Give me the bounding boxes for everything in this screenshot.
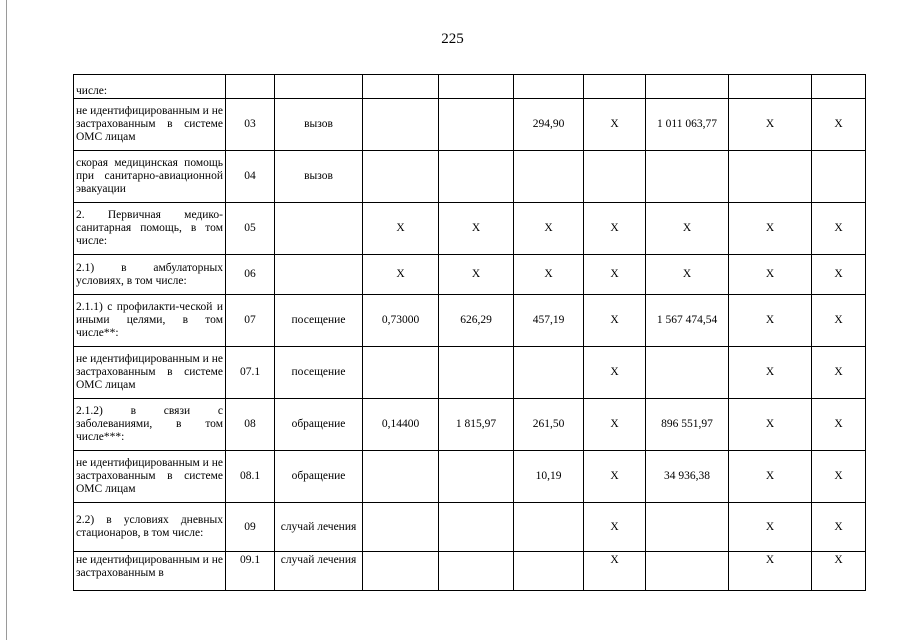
row-name-cell: 2.1.1) с профилакти-ческой и иными целями, в том числе**: (74, 295, 226, 347)
unit-cell (275, 255, 363, 295)
row-code-cell: 03 (226, 99, 275, 151)
value-cell: X (584, 295, 646, 347)
table-row (74, 295, 866, 347)
row-code-cell: 09 (226, 503, 275, 552)
row-name-cell: 2.1.2) в связи с заболеваниями, в том числе***: (74, 399, 226, 451)
value-cell (514, 503, 584, 552)
value-cell (729, 151, 812, 203)
table-row (74, 451, 866, 503)
value-cell: X (729, 255, 812, 295)
unit-cell: посещение (275, 295, 363, 347)
value-cell (812, 151, 866, 203)
value-cell (646, 151, 729, 203)
value-cell: 294,90 (514, 99, 584, 151)
value-cell (646, 75, 729, 99)
value-cell: X (584, 451, 646, 503)
value-cell: X (812, 203, 866, 255)
value-cell: X (363, 203, 439, 255)
value-cell (363, 347, 439, 399)
value-cell: 0,14400 (363, 399, 439, 451)
value-cell: 626,29 (439, 295, 514, 347)
row-name-cell: скорая медицинская помощь при санитарно-авиационной эвакуации (74, 151, 226, 203)
value-cell (514, 75, 584, 99)
table-row (74, 99, 866, 151)
row-name-cell: не идентифицированным и не застрахованным в системе ОМС лицам (74, 347, 226, 399)
table-row (74, 503, 866, 552)
row-name-cell: не идентифицированным и не застрахованным в системе ОМС лицам (74, 451, 226, 503)
value-cell: X (584, 99, 646, 151)
value-cell: X (812, 295, 866, 347)
value-cell (514, 552, 584, 591)
row-name-cell: не идентифицированным и не застрахованным в (74, 552, 226, 591)
page-number: 225 (441, 31, 464, 47)
value-cell (646, 347, 729, 399)
row-code-cell: 08.1 (226, 451, 275, 503)
value-cell: 457,19 (514, 295, 584, 347)
value-cell (439, 347, 514, 399)
row-name-cell: 2. Первичная медико-санитарная помощь, в том числе: (74, 203, 226, 255)
value-cell (439, 99, 514, 151)
unit-cell: случай лечения (275, 503, 363, 552)
value-cell: X (646, 203, 729, 255)
value-cell (363, 552, 439, 591)
unit-cell: посещение (275, 347, 363, 399)
value-cell: X (729, 399, 812, 451)
table-row (74, 75, 866, 99)
value-cell (646, 503, 729, 552)
value-cell: X (514, 255, 584, 295)
value-cell: X (363, 255, 439, 295)
value-cell (729, 75, 812, 99)
value-cell (363, 151, 439, 203)
value-cell: X (729, 503, 812, 552)
unit-cell: случай лечения (275, 552, 363, 591)
value-cell (439, 451, 514, 503)
value-cell (514, 347, 584, 399)
row-code-cell: 04 (226, 151, 275, 203)
value-cell: X (584, 255, 646, 295)
table-row (74, 399, 866, 451)
row-code-cell: 05 (226, 203, 275, 255)
value-cell: X (812, 503, 866, 552)
row-name-cell: числе: (74, 75, 226, 99)
value-cell: X (646, 255, 729, 295)
value-cell: X (584, 552, 646, 591)
value-cell: X (439, 255, 514, 295)
row-name-cell: 2.2) в условиях дневных стационаров, в том числе: (74, 503, 226, 552)
value-cell: X (584, 399, 646, 451)
value-cell (363, 451, 439, 503)
value-cell: 261,50 (514, 399, 584, 451)
value-cell: X (729, 451, 812, 503)
unit-cell: обращение (275, 399, 363, 451)
value-cell: X (514, 203, 584, 255)
value-cell: X (729, 99, 812, 151)
value-cell: 0,73000 (363, 295, 439, 347)
row-code-cell: 09.1 (226, 552, 275, 591)
value-cell: X (812, 552, 866, 591)
table-row (74, 552, 866, 591)
row-name-cell: не идентифицированным и не застрахованным в системе ОМС лицам (74, 99, 226, 151)
row-code-cell: 06 (226, 255, 275, 295)
unit-cell: обращение (275, 451, 363, 503)
row-name-cell: 2.1) в амбулаторных условиях, в том числе: (74, 255, 226, 295)
table-row (74, 347, 866, 399)
value-cell: 34 936,38 (646, 451, 729, 503)
value-cell (439, 151, 514, 203)
value-cell: 1 567 474,54 (646, 295, 729, 347)
value-cell: X (584, 503, 646, 552)
value-cell (439, 552, 514, 591)
value-cell: X (812, 99, 866, 151)
value-cell (363, 99, 439, 151)
unit-cell (275, 203, 363, 255)
row-code-cell: 07.1 (226, 347, 275, 399)
value-cell: 896 551,97 (646, 399, 729, 451)
value-cell: X (812, 451, 866, 503)
value-cell (363, 75, 439, 99)
unit-cell (275, 75, 363, 99)
value-cell (514, 151, 584, 203)
value-cell: X (584, 203, 646, 255)
value-cell (584, 75, 646, 99)
value-cell: X (729, 552, 812, 591)
value-cell: 1 011 063,77 (646, 99, 729, 151)
unit-cell: вызов (275, 99, 363, 151)
value-cell (646, 552, 729, 591)
value-cell: X (729, 347, 812, 399)
value-cell: X (729, 203, 812, 255)
table-row (74, 203, 866, 255)
value-cell: X (812, 347, 866, 399)
data-table (73, 74, 866, 591)
value-cell (584, 151, 646, 203)
value-cell: X (439, 203, 514, 255)
value-cell: 1 815,97 (439, 399, 514, 451)
value-cell (363, 503, 439, 552)
table-row (74, 151, 866, 203)
row-code-cell: 08 (226, 399, 275, 451)
value-cell: X (812, 255, 866, 295)
value-cell: 10,19 (514, 451, 584, 503)
value-cell: X (729, 295, 812, 347)
row-code-cell: 07 (226, 295, 275, 347)
row-code-cell (226, 75, 275, 99)
value-cell: X (812, 399, 866, 451)
page-edge-line (6, 0, 7, 640)
value-cell: X (584, 347, 646, 399)
value-cell (812, 75, 866, 99)
unit-cell: вызов (275, 151, 363, 203)
value-cell (439, 503, 514, 552)
value-cell (439, 75, 514, 99)
table-row (74, 255, 866, 295)
